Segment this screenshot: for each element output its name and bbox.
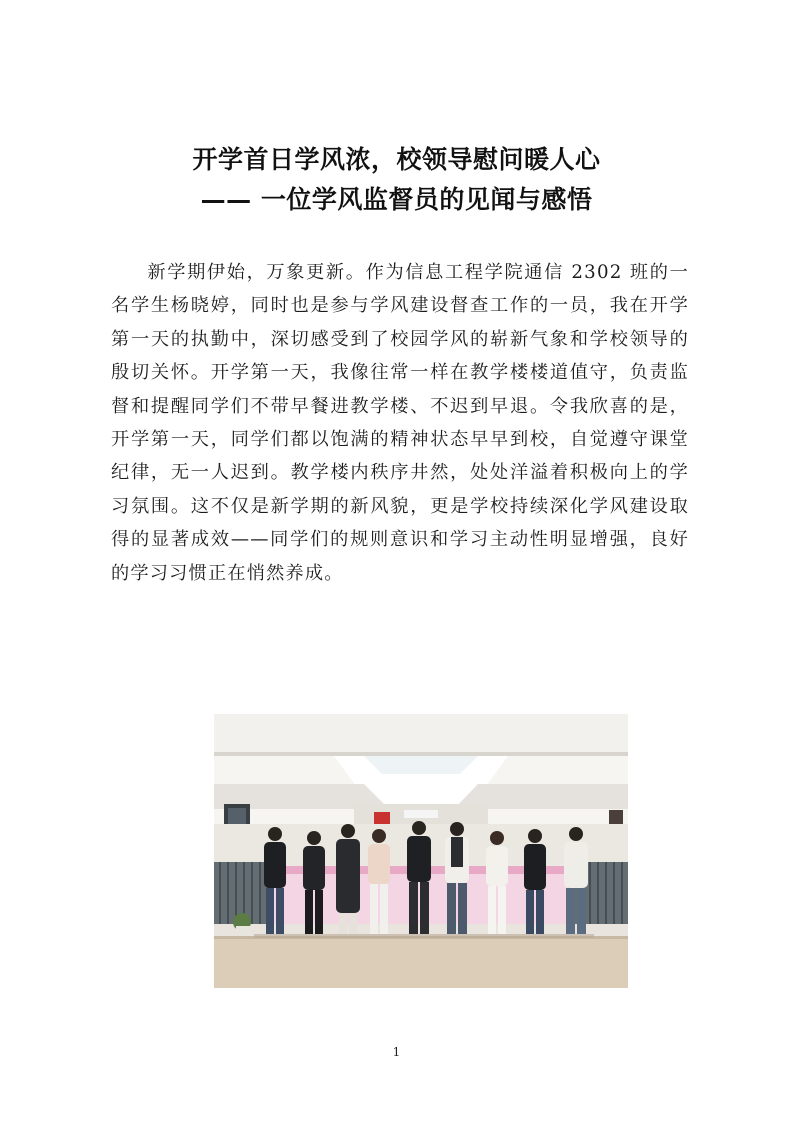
page-number: 1 <box>392 1045 401 1059</box>
document-title: 开学首日学风浓，校领导慰问暖人心 <box>192 145 601 174</box>
body-paragraph: 新学期伊始，万象更新。作为信息工程学院通信 2302 班的一名学生杨晓婷，同时也是参与学风建设督查工作的一员，我在开学第一天的执勤中，深切感受到了校园学风的崭新气象和学校领导的殷切关怀。开学第一天，我像往常一样在教学楼楼道值守，负责监督和提醒同学们不带早餐进教学楼、不迟到早退。令我欣喜的是，开学第一天，同学们都以饱满的精神状态早早到校，自觉遵守课堂纪律，无一人迟到。教学楼内秩序井然，处处洋溢着积极向上的学习氛围。这不仅是新学期的新风貌，更是学校持续深化学风建设取得的显著成效——同学们的规则意识和学习主动性明显增强，良好的学习习惯正在悄然养成。 <box>111 262 689 584</box>
document-subtitle: —— 一位学风监督员的见闻与感悟 <box>200 185 593 214</box>
group-photo <box>214 714 628 988</box>
